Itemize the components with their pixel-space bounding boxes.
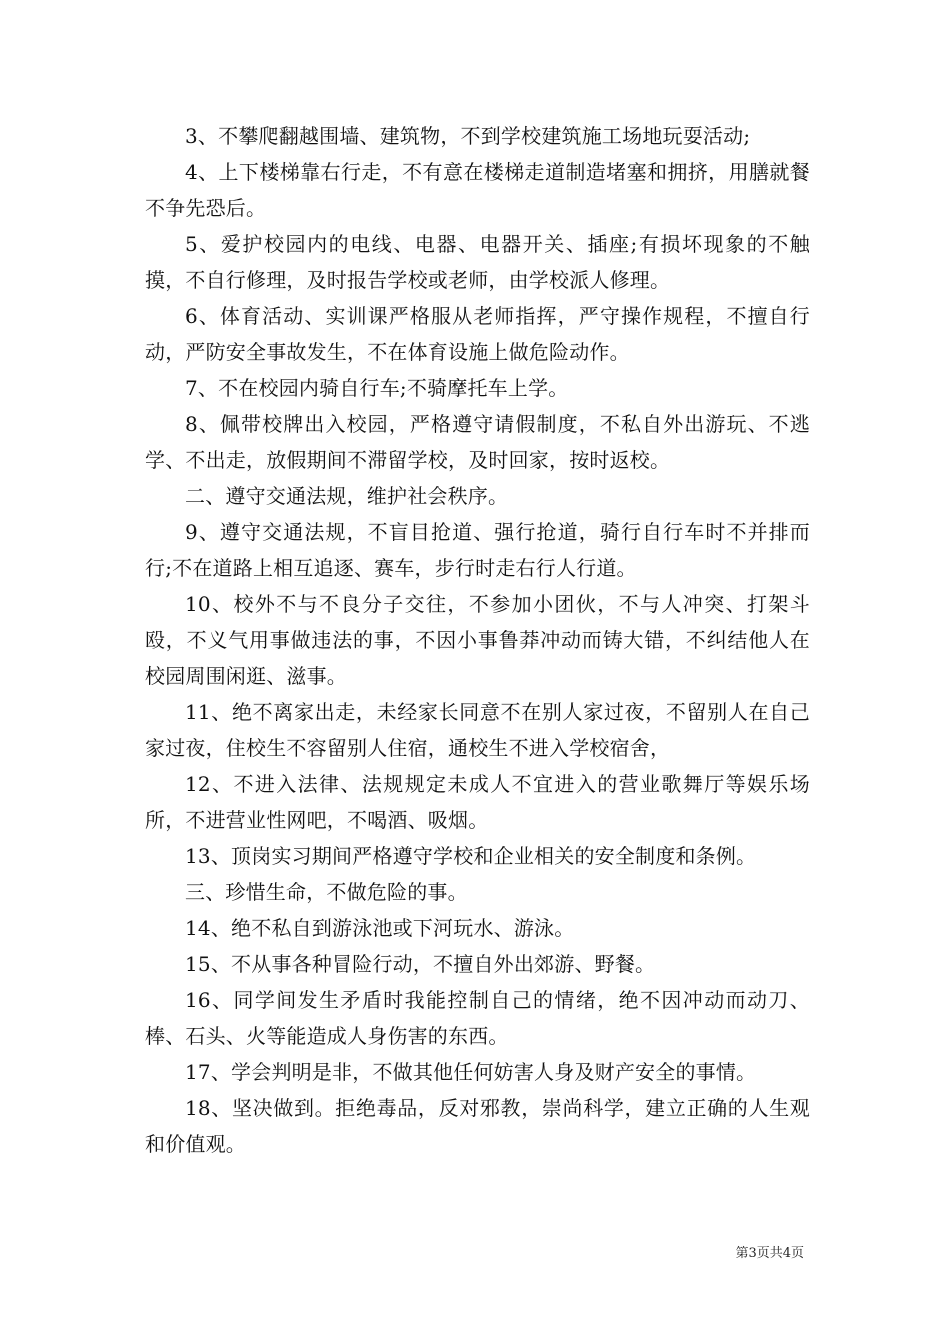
paragraph-rule-3: 3、不攀爬翻越围墙、建筑物，不到学校建筑施工场地玩耍活动;: [185, 124, 751, 148]
paragraph-rule-18: 18、坚决做到。拒绝毒品，反对邪教，崇尚科学，建立正确的人生观和价值观。: [145, 1096, 810, 1156]
page-number: 第3页共4页: [735, 1246, 804, 1261]
section-heading-traffic: 二、遵守交通法规，维护社会秩序。: [185, 484, 509, 508]
paragraph-rule-16: 16、同学间发生矛盾时我能控制自己的情绪，绝不因冲动而动刀、棒、石头、火等能造成人身伤害的东西。: [145, 988, 810, 1048]
paragraph-rule-14: 14、绝不私自到游泳池或下河玩水、游泳。: [185, 916, 575, 940]
paragraph-rule-10: 10、校外不与不良分子交往，不参加小团伙，不与人冲突、打架斗殴，不义气用事做违法的事，不因小事鲁莽冲动而铸大错，不纠结他人在校园周围闲逛、滋事。: [145, 592, 810, 688]
paragraph-rule-6: 6、体育活动、实训课严格服从老师指挥，严守操作规程，不擅自行动，严防安全事故发生，不在体育设施上做危险动作。: [145, 304, 810, 364]
paragraph-rule-7: 7、不在校园内骑自行车;不骑摩托车上学。: [185, 376, 569, 400]
paragraph-rule-12: 12、不进入法律、法规规定未成人不宜进入的营业歌舞厅等娱乐场所，不进营业性网吧，不喝酒、吸烟。: [145, 772, 810, 832]
paragraph-rule-15: 15、不从事各种冒险行动，不擅自外出郊游、野餐。: [185, 952, 656, 976]
paragraph-rule-17: 17、学会判明是非，不做其他任何妨害人身及财产安全的事情。: [185, 1060, 757, 1084]
paragraph-rule-8: 8、佩带校牌出入校园，严格遵守请假制度，不私自外出游玩、不逃学、不出走，放假期间不滞留学校，及时回家，按时返校。: [145, 412, 810, 472]
paragraph-rule-5: 5、爱护校园内的电线、电器、电器开关、插座;有损坏现象的不触摸，不自行修理，及时报告学校或老师，由学校派人修理。: [145, 232, 810, 292]
paragraph-rule-9: 9、遵守交通法规，不盲目抢道、强行抢道，骑行自行车时不并排而行;不在道路上相互追逐、赛车，步行时走右行人行道。: [145, 520, 810, 580]
paragraph-rule-11: 11、绝不离家出走，未经家长同意不在别人家过夜，不留别人在自己家过夜，住校生不容留别人住宿，通校生不进入学校宿舍，: [145, 700, 810, 760]
section-heading-life: 三、珍惜生命，不做危险的事。: [185, 880, 468, 904]
paragraph-rule-13: 13、顶岗实习期间严格遵守学校和企业相关的安全制度和条例。: [185, 844, 757, 868]
document-body: [145, 118, 810, 1162]
paragraph-rule-4: 4、上下楼梯靠右行走，不有意在楼梯走道制造堵塞和拥挤，用膳就餐不争先恐后。: [145, 160, 810, 220]
